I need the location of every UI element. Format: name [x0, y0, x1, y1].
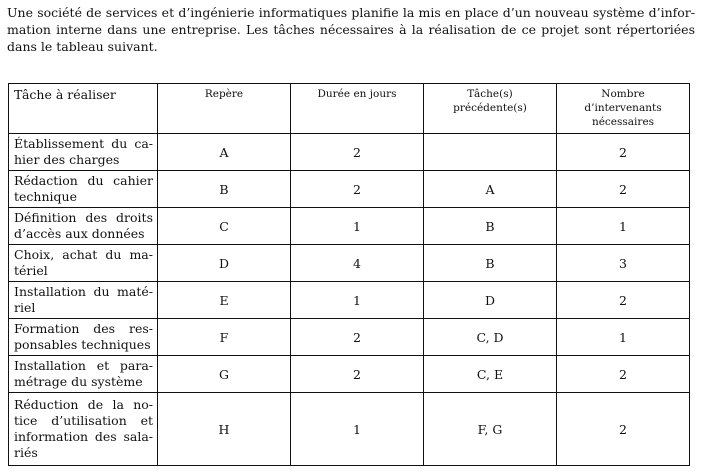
header-previous-line-2: précédente(s): [453, 102, 527, 114]
header-people-line-2: d’intervenants: [584, 102, 662, 114]
task-name-line: information des sala-: [14, 429, 153, 444]
ref-cell: E: [158, 282, 291, 319]
previous-cell: D: [424, 282, 557, 319]
task-name-cell: [9, 171, 158, 208]
duration-cell: 2: [291, 319, 424, 356]
task-name-line: métrage du système: [14, 374, 143, 389]
task-name-line: Installation et para-: [14, 358, 153, 373]
task-name-cell: [9, 245, 158, 282]
duration-cell: 2: [291, 171, 424, 208]
task-name-line: Rédaction du cahier: [14, 173, 153, 188]
duration-cell: 4: [291, 245, 424, 282]
header-ref: Repère: [158, 84, 291, 134]
task-name-line: hier des charges: [14, 152, 120, 167]
duration-cell: 1: [291, 208, 424, 245]
task-name-line: d’accès aux données: [14, 226, 145, 241]
task-name-line: Définition des droits: [14, 210, 153, 225]
previous-cell: C, D: [424, 319, 557, 356]
intro-line-1: Une société de services et d’ingénierie informatiques planifie la mis en place d’un nouveau système d’infor-: [7, 5, 695, 20]
previous-cell: B: [424, 245, 557, 282]
people-cell: 1: [557, 319, 690, 356]
ref-cell: A: [158, 134, 291, 171]
people-cell: 2: [557, 282, 690, 319]
task-name-cell: [9, 319, 158, 356]
header-previous-line-1: Tâche(s): [467, 88, 513, 100]
task-name-cell: [9, 393, 158, 466]
task-name-cell: [9, 208, 158, 245]
header-duration: Durée en jours: [291, 84, 424, 134]
previous-cell: [424, 134, 557, 171]
duration-cell: 1: [291, 282, 424, 319]
table-row: [9, 393, 690, 466]
task-name-line: Réduction de la no-: [14, 397, 153, 412]
ref-cell: H: [158, 393, 291, 466]
people-cell: 2: [557, 134, 690, 171]
table-row: [9, 208, 690, 245]
task-name-cell: [9, 356, 158, 393]
task-name-line: Établissement du ca-: [14, 136, 153, 151]
table-row: [9, 134, 690, 171]
duration-cell: 2: [291, 134, 424, 171]
task-name-cell: [9, 282, 158, 319]
table-row: [9, 356, 690, 393]
task-name-line: tice d’utilisation et: [14, 413, 153, 428]
header-people-line-3: nécessaires: [591, 116, 655, 128]
intro-line-2: mation interne dans une entreprise. Les tâches nécessaires à la réalisation de ce projet sont répertoriées dans: [7, 22, 695, 54]
table-row: [9, 245, 690, 282]
intro-line-3: le tableau suivant.: [40, 39, 158, 54]
people-cell: 1: [557, 208, 690, 245]
table-row: [9, 282, 690, 319]
header-task: Tâche à réaliser: [9, 84, 158, 134]
task-name-line: Installation du maté-: [14, 284, 153, 299]
duration-cell: 2: [291, 356, 424, 393]
task-name-line: riel: [14, 300, 36, 315]
people-cell: 2: [557, 393, 690, 466]
header-row: [9, 84, 690, 134]
task-name-line: ponsables techniques: [14, 337, 151, 352]
intro-paragraph: [7, 4, 695, 55]
previous-cell: F, G: [424, 393, 557, 466]
table-row: [9, 171, 690, 208]
ref-cell: B: [158, 171, 291, 208]
previous-cell: A: [424, 171, 557, 208]
people-cell: 3: [557, 245, 690, 282]
task-name-cell: [9, 134, 158, 171]
task-name-line: Formation des res-: [14, 321, 153, 336]
ref-cell: F: [158, 319, 291, 356]
previous-cell: C, E: [424, 356, 557, 393]
task-name-line: Choix, achat du ma-: [14, 247, 153, 262]
header-previous: [424, 84, 557, 134]
ref-cell: D: [158, 245, 291, 282]
header-people-line-1: Nombre: [601, 88, 645, 100]
ref-cell: G: [158, 356, 291, 393]
task-name-line: tériel: [14, 263, 48, 278]
duration-cell: 1: [291, 393, 424, 466]
task-name-line: technique: [14, 189, 77, 204]
ref-cell: C: [158, 208, 291, 245]
task-name-line: riés: [14, 445, 38, 460]
people-cell: 2: [557, 171, 690, 208]
tasks-table: [8, 83, 690, 466]
table-row: [9, 319, 690, 356]
people-cell: 2: [557, 356, 690, 393]
header-people: [557, 84, 690, 134]
previous-cell: B: [424, 208, 557, 245]
